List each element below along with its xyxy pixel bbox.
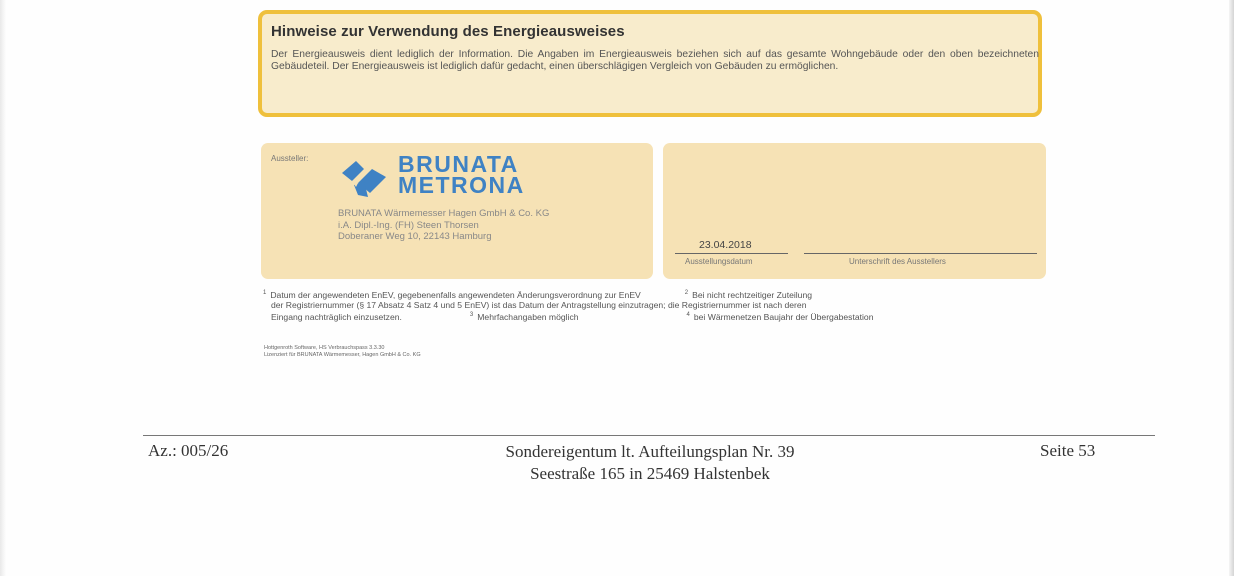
footer-rule <box>143 435 1155 436</box>
footer-center <box>400 441 900 485</box>
issuer-box <box>261 143 653 279</box>
software-line2: Lizenziert für BRUNATA Wärmemesser, Hagen GmbH & Co. KG <box>264 352 421 358</box>
software-credit <box>264 345 421 359</box>
page-edge-left <box>0 0 6 576</box>
footnote-number-4: 4 <box>686 311 690 318</box>
footnote-number-3: 3 <box>469 311 474 318</box>
footnote-1-text: Datum der angewendeten EnEV, gegebenenfalls angewendeten Änderungsverordnung zur EnEV <box>270 289 641 300</box>
issue-date-label: Ausstellungsdatum <box>685 257 753 266</box>
issuer-label: Aussteller: <box>271 154 309 163</box>
signature-line <box>804 253 1037 254</box>
signature-label: Unterschrift des Ausstellers <box>849 257 946 266</box>
footnote-4-text: bei Wärmenetzen Baujahr der Übergabestation <box>693 311 874 322</box>
page-edge-right <box>1229 0 1234 576</box>
footnote-line-3 <box>263 310 1043 322</box>
issuer-address <box>338 208 549 243</box>
footnote-number-2: 2 <box>684 290 689 296</box>
hint-title: Hinweise zur Verwendung des Energieausweises <box>271 23 625 40</box>
footnote-2-continued: der Registriernummer (§ 17 Absatz 4 Satz 4 und 5 EnEV) ist das Datum der Antragstellung einzutragen; die Registriernummer ist nach deren <box>271 299 807 310</box>
hint-text: Der Energieausweis dient lediglich der Information. Die Angaben im Energieausweis beziehen sich auf das gesamte Wohngebäude oder den oben bezeichneten Gebäudeteil. Der Energieausweis ist lediglich dafür gedacht, einen überschlägigen Vergleich von Gebäuden zu ermöglichen. <box>271 49 1039 72</box>
footnote-number-1: 1 <box>263 290 267 296</box>
issuer-address-line1: BRUNATA Wärmemesser Hagen GmbH & Co. KG <box>338 208 550 219</box>
brunata-logo-icon <box>338 159 390 199</box>
footnote-line-1 <box>263 288 1043 300</box>
footer-page-number: Seite 53 <box>1040 441 1096 460</box>
issuer-address-line2: i.A. Dipl.-Ing. (FH) Steen Thorsen <box>338 219 479 231</box>
footer-center-line1: Sondereigentum lt. Aufteilungsplan Nr. 39 <box>505 442 795 461</box>
date-line <box>675 253 788 254</box>
logo-line2: METRONA <box>398 172 525 198</box>
hint-box <box>258 10 1042 117</box>
footnotes <box>263 288 1043 322</box>
footer-center-line2: Seestraße 165 in 25469 Halstenbek <box>530 464 770 483</box>
footnote-2-end: Eingang nachträglich einzusetzen. <box>271 311 402 322</box>
footnote-2-text: Bei nicht rechtzeitiger Zuteilung <box>692 289 813 300</box>
issue-date: 23.04.2018 <box>699 239 752 251</box>
footnote-3-text: Mehrfachangaben möglich <box>477 311 579 322</box>
footnote-line-2 <box>263 300 1043 310</box>
footer-reference: Az.: 005/26 <box>148 441 229 460</box>
brunata-metrona-logo <box>338 153 558 201</box>
issuer-address-line3: Doberaner Weg 10, 22143 Hamburg <box>338 231 492 242</box>
software-line1: Hottgenroth Software, HS Verbrauchspass 3.3.30 <box>264 345 385 351</box>
logo-line1: BRUNATA <box>398 151 519 177</box>
signature-box <box>663 143 1046 279</box>
logo-wordmark <box>398 151 525 198</box>
